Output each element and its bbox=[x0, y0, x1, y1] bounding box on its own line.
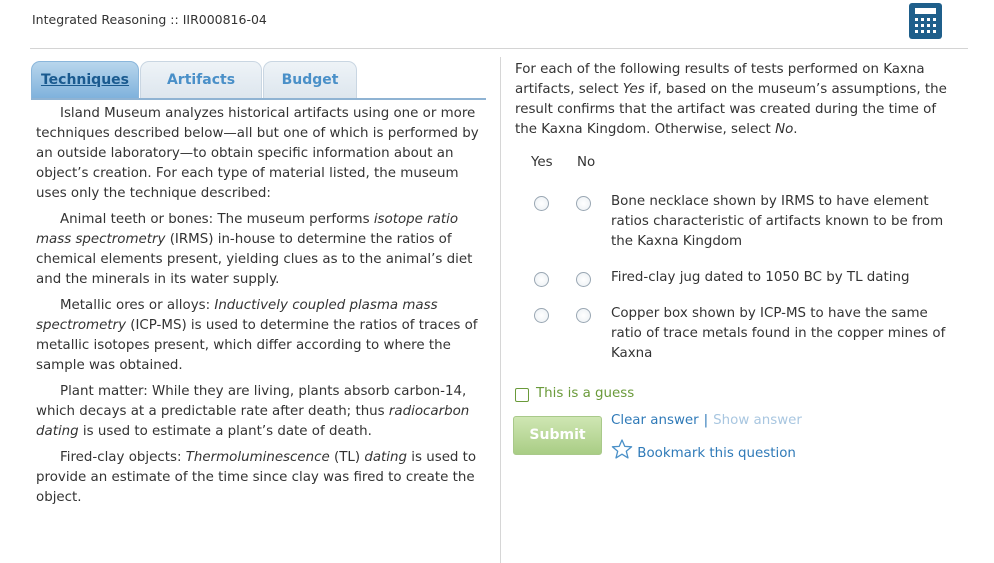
row2-no-radio[interactable] bbox=[576, 272, 591, 287]
bookmark-label: Bookmark this question bbox=[637, 446, 796, 461]
statement-1: Bone necklace shown by IRMS to have element ratios characteristic of artifacts known to be from the Kaxna Kingdom bbox=[611, 194, 944, 249]
answer-links bbox=[611, 413, 802, 428]
guess-label[interactable]: This is a guess bbox=[536, 386, 635, 401]
calculator-screen bbox=[915, 8, 936, 14]
tab-underline bbox=[31, 98, 486, 100]
link-separator: | bbox=[703, 413, 709, 428]
pane-divider bbox=[500, 57, 501, 563]
question-stem: For each of the following results of tests performed on Kaxna artifacts, select Yes if, based on the museum’s assumptions, the result confirms that the artifact was created during the time of the Kaxna Kingdom. Otherwise, select No. bbox=[515, 62, 947, 137]
statement-2: Fired-clay jug dated to 1050 BC by TL dating bbox=[611, 270, 910, 285]
passage-paragraph: Fired-clay objects: Thermoluminescence (TL) dating is used to provide an estimate of the time since clay was fired to create the object. bbox=[36, 450, 477, 505]
row3-yes-radio[interactable] bbox=[534, 308, 549, 323]
passage-paragraph: Metallic ores or alloys: Inductively coupled plasma mass spectrometry (ICP-MS) is used to determine the ratios of traces of metallic isotopes present, which differ according to where the sample was obtained. bbox=[36, 298, 478, 373]
show-answer-link: Show answer bbox=[713, 413, 802, 428]
tab-label: Techniques bbox=[40, 72, 130, 88]
star-icon bbox=[611, 439, 633, 459]
passage-paragraph: Animal teeth or bones: The museum performs isotope ratio mass spectrometry (IRMS) in-house to determine the ratios of chemical elements present, yielding clues as to the animal’s diet and the minerals in its water supply. bbox=[36, 212, 473, 287]
passage-paragraph: Plant matter: While they are living, plants absorb carbon-14, which decays at a predictable rate after death; thus radiocarbon dating is used to estimate a plant’s date of death. bbox=[36, 384, 470, 439]
passage bbox=[36, 104, 486, 514]
row3-no-radio[interactable] bbox=[576, 308, 591, 323]
tab-budget[interactable] bbox=[263, 61, 357, 98]
row1-yes-radio[interactable] bbox=[534, 196, 549, 211]
page-title: Integrated Reasoning :: IIR000816-04 bbox=[32, 12, 267, 27]
yes-column-header: Yes bbox=[531, 155, 553, 170]
statement-3: Copper box shown by ICP-MS to have the same ratio of trace metals found in the copper mines of Kaxna bbox=[611, 306, 946, 361]
tab-label: Artifacts bbox=[166, 72, 236, 88]
no-column-header: No bbox=[577, 155, 596, 170]
passage-paragraph: Island Museum analyzes historical artifacts using one or more techniques described below—all but one of which is performed by an outside laboratory—to obtain specific information about an object’s creation. For each type of material listed, the museum uses only the technique described: bbox=[36, 106, 479, 201]
header-divider bbox=[30, 48, 968, 49]
row1-no-radio[interactable] bbox=[576, 196, 591, 211]
guess-checkbox[interactable] bbox=[515, 388, 529, 402]
tab-bar bbox=[31, 61, 486, 100]
tab-artifacts[interactable] bbox=[140, 61, 262, 98]
calculator-keys bbox=[915, 18, 936, 33]
clear-answer-link[interactable]: Clear answer bbox=[611, 413, 699, 428]
calculator-icon[interactable] bbox=[909, 3, 942, 39]
bookmark-link[interactable] bbox=[611, 437, 796, 461]
row2-yes-radio[interactable] bbox=[534, 272, 549, 287]
tab-label: Budget bbox=[281, 72, 339, 88]
tab-techniques[interactable] bbox=[31, 61, 139, 98]
submit-button[interactable]: Submit bbox=[513, 416, 602, 455]
